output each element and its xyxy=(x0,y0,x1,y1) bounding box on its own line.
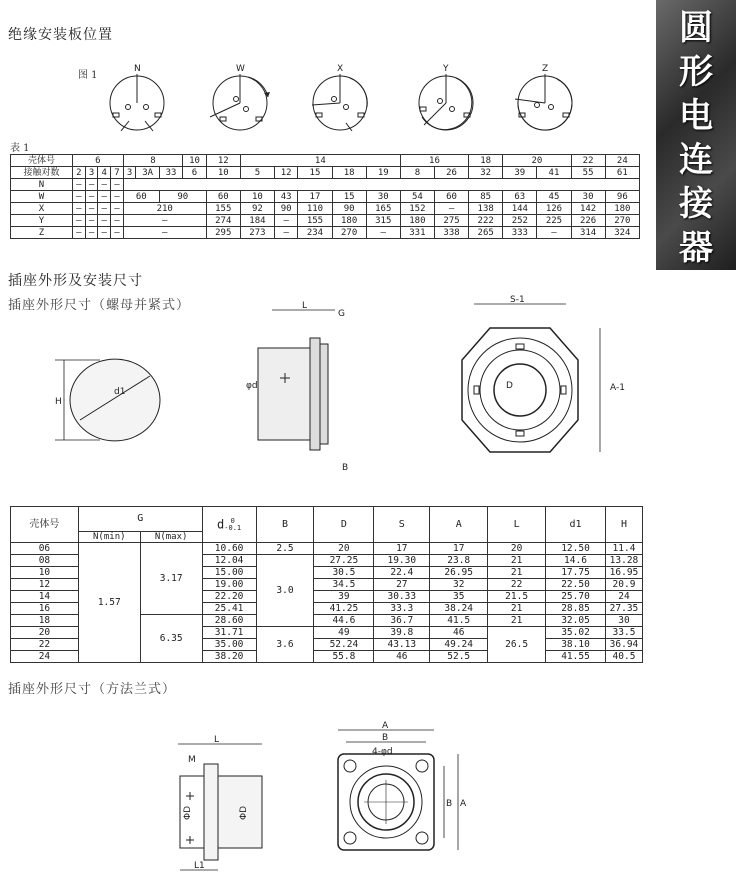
table-cell: 35 xyxy=(430,591,488,603)
table-cell: — xyxy=(111,203,124,215)
table-cell: 16 xyxy=(11,603,79,615)
table-cell xyxy=(123,179,639,191)
table-cell: 225 xyxy=(537,215,571,227)
table-cell: 21 xyxy=(488,603,546,615)
table-cell: 155 xyxy=(206,203,240,215)
table-cell: 27.35 xyxy=(605,603,642,615)
table-cell: 222 xyxy=(469,215,503,227)
table-cell: — xyxy=(85,179,98,191)
table-cell: D xyxy=(314,507,374,543)
position-w-diagram xyxy=(210,64,270,130)
table-cell: 31.71 xyxy=(202,627,256,639)
table-cell: 壳体号 xyxy=(11,507,79,543)
table-cell: 41.5 xyxy=(430,615,488,627)
table-cell: 24 xyxy=(605,591,642,603)
table-cell: S xyxy=(374,507,430,543)
svg-text:ΦD: ΦD xyxy=(183,805,193,820)
table-cell: 19.30 xyxy=(374,555,430,567)
section-title-insert-positions: 绝缘安装板位置 xyxy=(8,27,113,43)
table-cell: 126 xyxy=(537,203,571,215)
table-cell: 5 xyxy=(240,167,274,179)
table-cell: 41.55 xyxy=(546,651,606,663)
table-cell: 19 xyxy=(366,167,400,179)
table-cell: 20 xyxy=(503,155,571,167)
table-cell: H xyxy=(605,507,642,543)
table-cell: 314 xyxy=(571,227,605,239)
table-cell: 39 xyxy=(503,167,537,179)
svg-text:B: B xyxy=(382,733,389,743)
table-row xyxy=(11,227,640,239)
table-cell: 15.00 xyxy=(202,567,256,579)
table-cell: 43 xyxy=(274,191,297,203)
table-cell: 210 xyxy=(123,203,206,215)
table-cell: 22 xyxy=(11,639,79,651)
table-cell: 30.5 xyxy=(314,567,374,579)
table-cell: 8 xyxy=(123,155,183,167)
table-cell: 18 xyxy=(11,615,79,627)
table-cell: 17 xyxy=(430,543,488,555)
table-cell: — xyxy=(98,203,111,215)
table-cell: 32 xyxy=(469,167,503,179)
table-cell: 16 xyxy=(400,155,468,167)
table-cell: 33.5 xyxy=(605,627,642,639)
table-cell: 30 xyxy=(571,191,605,203)
table-cell: 338 xyxy=(434,227,468,239)
table-cell: B xyxy=(256,507,314,543)
table-cell: 49.24 xyxy=(430,639,488,651)
table-cell: 142 xyxy=(571,203,605,215)
table-cell: 20 xyxy=(488,543,546,555)
svg-text:G: G xyxy=(338,309,345,319)
table-cell: 17.75 xyxy=(546,567,606,579)
table-cell: 155 xyxy=(298,215,332,227)
table-cell: 265 xyxy=(469,227,503,239)
table-cell: — xyxy=(85,215,98,227)
position-z-diagram xyxy=(515,64,572,130)
table-cell: 16.95 xyxy=(605,567,642,579)
table-cell: 41 xyxy=(537,167,571,179)
table-cell: N(max) xyxy=(140,532,202,543)
table-cell: 180 xyxy=(332,215,366,227)
table-cell: 331 xyxy=(400,227,434,239)
contact-position-table xyxy=(10,154,640,239)
table-cell: N(min) xyxy=(78,532,140,543)
table-cell: 35.02 xyxy=(546,627,606,639)
table-cell: 44.6 xyxy=(314,615,374,627)
svg-text:M: M xyxy=(188,755,196,765)
svg-text:D: D xyxy=(506,381,513,391)
table-cell: 3.6 xyxy=(256,627,314,663)
svg-text:L: L xyxy=(214,735,220,745)
table-cell: 270 xyxy=(332,227,366,239)
table-row xyxy=(11,507,643,532)
table-cell: 3.0 xyxy=(256,555,314,627)
subtitle-jam-nut: 插座外形尺寸（螺母并紧式） xyxy=(8,298,191,313)
table1-caption: 表 1 xyxy=(10,143,30,154)
table-cell: 252 xyxy=(503,215,537,227)
table-cell: 55 xyxy=(571,167,605,179)
table-cell: 10 xyxy=(183,155,206,167)
table-cell: 274 xyxy=(206,215,240,227)
table-cell: 21 xyxy=(488,567,546,579)
table-cell: 21.5 xyxy=(488,591,546,603)
table-cell: 60 xyxy=(434,191,468,203)
position-y-diagram xyxy=(419,64,473,130)
table-cell: 15 xyxy=(332,191,366,203)
table-cell: 22 xyxy=(571,155,605,167)
table-cell: — xyxy=(123,215,206,227)
table-cell: — xyxy=(434,203,468,215)
svg-text:A: A xyxy=(382,721,389,731)
table-cell: 12 xyxy=(11,579,79,591)
table-cell: 38.20 xyxy=(202,651,256,663)
table-cell: 8 xyxy=(400,167,434,179)
svg-text:H: H xyxy=(55,397,62,407)
table-cell: A xyxy=(430,507,488,543)
table-cell: 45 xyxy=(537,191,571,203)
table-cell: 06 xyxy=(11,543,79,555)
table-cell: 60 xyxy=(123,191,159,203)
table-cell: 12 xyxy=(206,155,240,167)
svg-text:L: L xyxy=(302,301,308,311)
table-cell: 90 xyxy=(332,203,366,215)
table-cell: 23.8 xyxy=(430,555,488,567)
table-cell: 180 xyxy=(605,203,639,215)
table-cell: 6 xyxy=(73,155,124,167)
table-cell: 90 xyxy=(159,191,206,203)
svg-text:Y: Y xyxy=(443,64,449,74)
table-cell: — xyxy=(85,203,98,215)
table-cell: 3 xyxy=(123,167,136,179)
table-cell: 270 xyxy=(605,215,639,227)
table-cell: 4 xyxy=(98,167,111,179)
table-cell: 17 xyxy=(374,543,430,555)
table-cell: 12.50 xyxy=(546,543,606,555)
table-cell: — xyxy=(73,203,86,215)
table-cell: 46 xyxy=(374,651,430,663)
table-cell: 226 xyxy=(571,215,605,227)
table-cell: — xyxy=(85,227,98,239)
subtitle-square-flange: 插座外形尺寸（方法兰式） xyxy=(8,682,177,697)
table-cell: d1 xyxy=(546,507,606,543)
table-cell: 20 xyxy=(314,543,374,555)
svg-text:W: W xyxy=(236,64,245,74)
table-cell: 144 xyxy=(503,203,537,215)
table-row xyxy=(11,215,640,227)
table-cell: — xyxy=(98,227,111,239)
svg-text:A-1: A-1 xyxy=(610,383,625,393)
banner-char: 电 xyxy=(679,96,713,136)
table-cell: 52.24 xyxy=(314,639,374,651)
table-cell: 110 xyxy=(298,203,332,215)
table-cell: 27 xyxy=(374,579,430,591)
table-cell: 39.8 xyxy=(374,627,430,639)
position-x-diagram xyxy=(312,64,367,131)
table-cell: — xyxy=(73,179,86,191)
table-cell: 152 xyxy=(400,203,434,215)
table-cell: 24 xyxy=(605,155,639,167)
brand-banner xyxy=(656,0,736,270)
table-cell: 52.5 xyxy=(430,651,488,663)
table-row xyxy=(11,543,643,555)
svg-text:B: B xyxy=(446,799,453,809)
table-cell: — xyxy=(98,191,111,203)
table-cell: 30 xyxy=(366,191,400,203)
table-cell: 10 xyxy=(240,191,274,203)
panel-cutout-view xyxy=(55,359,160,441)
table-cell: 30 xyxy=(605,615,642,627)
table-cell: 1.57 xyxy=(78,543,140,663)
table-cell: 24 xyxy=(11,651,79,663)
table-row xyxy=(11,179,640,191)
table-cell: 26.5 xyxy=(488,627,546,663)
table-cell: 43.13 xyxy=(374,639,430,651)
table-cell: 60 xyxy=(206,191,240,203)
svg-text:X: X xyxy=(337,64,344,74)
table-cell: 22.50 xyxy=(546,579,606,591)
table-cell: 14.6 xyxy=(546,555,606,567)
table-cell: 22 xyxy=(488,579,546,591)
table-cell: — xyxy=(111,191,124,203)
table-cell: 32 xyxy=(430,579,488,591)
table-cell: 54 xyxy=(400,191,434,203)
table-cell: 33 xyxy=(159,167,182,179)
table-cell: 28.85 xyxy=(546,603,606,615)
table-cell: 12.04 xyxy=(202,555,256,567)
table-cell: 33.3 xyxy=(374,603,430,615)
table-cell: 180 xyxy=(400,215,434,227)
svg-text:d1: d1 xyxy=(114,387,126,397)
table-cell: 20.9 xyxy=(605,579,642,591)
table-cell: — xyxy=(98,179,111,191)
table-cell: 12 xyxy=(274,167,297,179)
table-cell: 26 xyxy=(434,167,468,179)
table-cell: G xyxy=(78,507,202,532)
table-cell: 27.25 xyxy=(314,555,374,567)
table-cell: 25.70 xyxy=(546,591,606,603)
table-cell: 21 xyxy=(488,615,546,627)
table-cell: — xyxy=(111,227,124,239)
svg-text:ΦD: ΦD xyxy=(239,805,249,820)
table-cell: W xyxy=(11,191,73,203)
table-cell: 49 xyxy=(314,627,374,639)
table-cell: 3.17 xyxy=(140,543,202,615)
table-cell: Y xyxy=(11,215,73,227)
table-cell: 7 xyxy=(111,167,124,179)
table-cell: — xyxy=(73,227,86,239)
table-cell: 273 xyxy=(240,227,274,239)
table-cell: 38.24 xyxy=(430,603,488,615)
table-cell: 315 xyxy=(366,215,400,227)
table-cell: 22.4 xyxy=(374,567,430,579)
table-cell: 39 xyxy=(314,591,374,603)
table-cell: 138 xyxy=(469,203,503,215)
front-view xyxy=(462,295,625,452)
square-flange-receptacle-drawing xyxy=(0,710,656,880)
banner-char: 圆 xyxy=(679,8,713,48)
table-row xyxy=(11,203,640,215)
table-cell: 19.00 xyxy=(202,579,256,591)
table-row xyxy=(11,191,640,203)
table-cell: 08 xyxy=(11,555,79,567)
svg-text:Z: Z xyxy=(542,64,549,74)
table-cell: 40.5 xyxy=(605,651,642,663)
table-cell: 2 xyxy=(73,167,86,179)
table-cell: 18 xyxy=(469,155,503,167)
table-cell: 22.20 xyxy=(202,591,256,603)
table-cell: 63 xyxy=(503,191,537,203)
dimension-table xyxy=(10,506,643,663)
table-cell: — xyxy=(111,179,124,191)
table-cell: — xyxy=(274,227,297,239)
svg-text:φd: φd xyxy=(246,381,258,391)
table-row xyxy=(11,155,640,167)
table-cell: 34.5 xyxy=(314,579,374,591)
table-cell: 36.7 xyxy=(374,615,430,627)
table-cell: 46 xyxy=(430,627,488,639)
table-cell: 10 xyxy=(11,567,79,579)
figure-label: 图 1 xyxy=(78,70,98,81)
table-cell: 61 xyxy=(605,167,639,179)
table-cell: 96 xyxy=(605,191,639,203)
table-cell: — xyxy=(274,215,297,227)
table-cell: 13.28 xyxy=(605,555,642,567)
section-title-dimensions: 插座外形及安装尺寸 xyxy=(8,273,143,289)
table-cell: 324 xyxy=(605,227,639,239)
table-cell: 3 xyxy=(85,167,98,179)
svg-text:A: A xyxy=(460,799,467,809)
table-cell: — xyxy=(85,191,98,203)
table-cell: 10.60 xyxy=(202,543,256,555)
table-cell: — xyxy=(123,227,206,239)
svg-text:B: B xyxy=(342,463,349,473)
table-cell: — xyxy=(98,215,111,227)
table-cell: 35.00 xyxy=(202,639,256,651)
table-cell: 30.33 xyxy=(374,591,430,603)
table-row xyxy=(11,167,640,179)
jam-nut-receptacle-drawing xyxy=(0,290,656,490)
side-view xyxy=(246,301,348,473)
table-cell: 28.60 xyxy=(202,615,256,627)
table-cell: 275 xyxy=(434,215,468,227)
table-cell: 85 xyxy=(469,191,503,203)
table-cell: 18 xyxy=(332,167,366,179)
table-cell: 184 xyxy=(240,215,274,227)
table-cell: 32.05 xyxy=(546,615,606,627)
table-cell: 10 xyxy=(206,167,240,179)
table-cell: 6 xyxy=(183,167,206,179)
banner-char: 接 xyxy=(679,184,713,224)
table-cell: 25.41 xyxy=(202,603,256,615)
table-cell: X xyxy=(11,203,73,215)
table-cell: 92 xyxy=(240,203,274,215)
position-label: N xyxy=(134,64,141,74)
table-cell: 295 xyxy=(206,227,240,239)
table-cell: 21 xyxy=(488,555,546,567)
table-cell: Z xyxy=(11,227,73,239)
table-cell: 3A xyxy=(136,167,159,179)
table-cell: 234 xyxy=(298,227,332,239)
table-cell: 11.4 xyxy=(605,543,642,555)
flange-side-view xyxy=(178,735,262,871)
table-cell: 20 xyxy=(11,627,79,639)
table-cell: L xyxy=(488,507,546,543)
table-cell: 2.5 xyxy=(256,543,314,555)
table-cell: 14 xyxy=(11,591,79,603)
table-cell: 165 xyxy=(366,203,400,215)
table-cell: 26.95 xyxy=(430,567,488,579)
table-cell: 90 xyxy=(274,203,297,215)
svg-text:S-1: S-1 xyxy=(510,295,525,305)
table-cell: 壳体号 xyxy=(11,155,73,167)
table-cell: 接触对数 xyxy=(11,167,73,179)
flange-front-view xyxy=(338,721,467,850)
table-cell: 38.10 xyxy=(546,639,606,651)
table-cell: — xyxy=(537,227,571,239)
table-cell: 333 xyxy=(503,227,537,239)
table-cell: 41.25 xyxy=(314,603,374,615)
table-cell: — xyxy=(366,227,400,239)
table-cell: — xyxy=(111,215,124,227)
insert-position-diagrams xyxy=(0,0,656,140)
position-n-diagram xyxy=(110,64,164,131)
table-cell: N xyxy=(11,179,73,191)
table-cell: 6.35 xyxy=(140,615,202,663)
table-cell: — xyxy=(73,191,86,203)
table-cell: 55.8 xyxy=(314,651,374,663)
svg-text:4-φd: 4-φd xyxy=(372,747,393,757)
banner-char: 形 xyxy=(679,52,713,92)
table-cell: 36.94 xyxy=(605,639,642,651)
table-cell: 15 xyxy=(298,167,332,179)
table-cell: d 0 -0.1 xyxy=(202,507,256,543)
banner-char: 连 xyxy=(679,140,713,180)
banner-char: 器 xyxy=(679,228,713,268)
svg-text:L1: L1 xyxy=(194,861,205,871)
table-cell: — xyxy=(73,215,86,227)
table-cell: 14 xyxy=(240,155,400,167)
table-cell: 17 xyxy=(298,191,332,203)
